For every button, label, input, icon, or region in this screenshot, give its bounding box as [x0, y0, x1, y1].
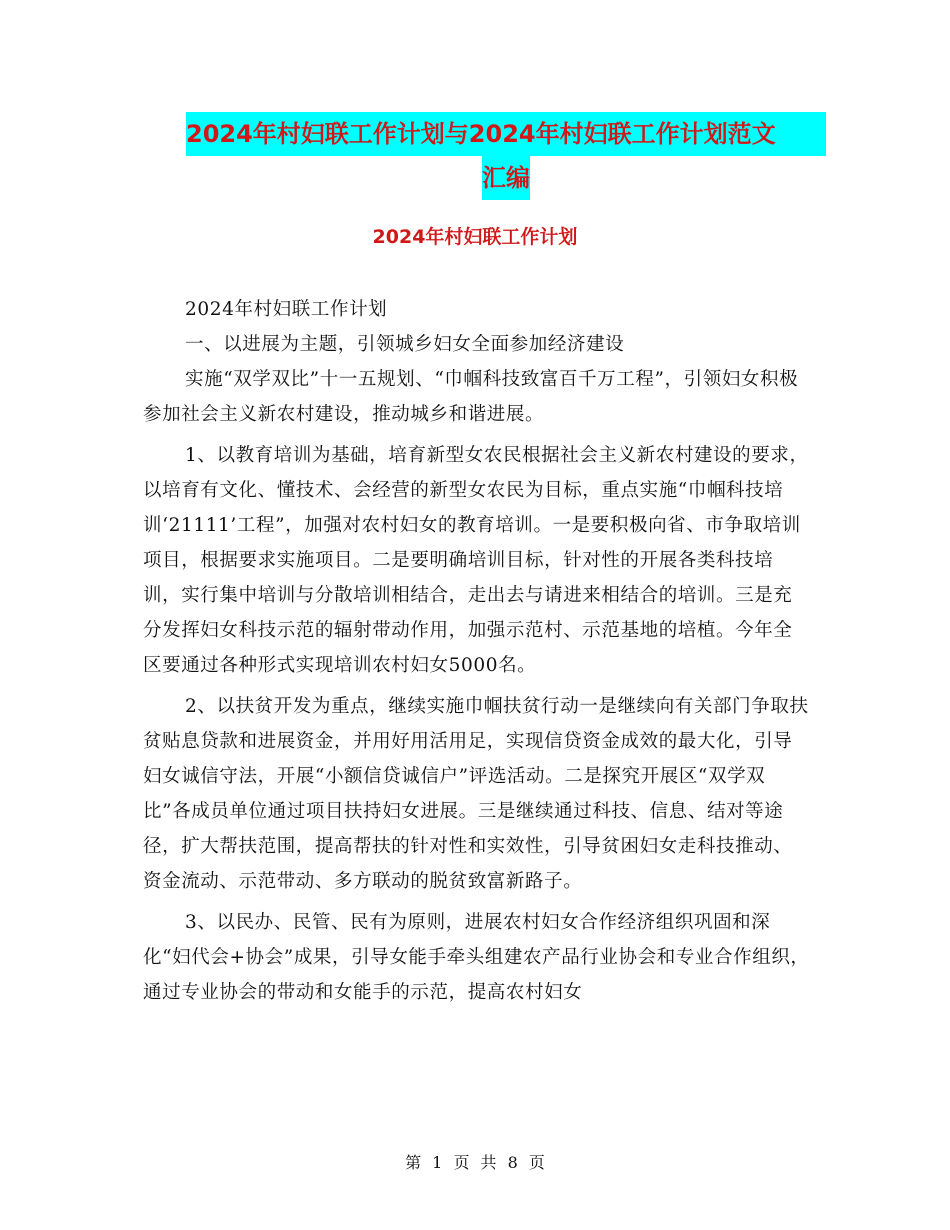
- document-title: [186, 112, 826, 200]
- title-line-2: 汇编: [482, 156, 530, 200]
- paragraph: 3、以民办、民管、民有为原则，进展农村妇女合作经济组织巩固和深化“妇代会+协会”成果，引导女能手牵头组建农产品行业协会和专业合作组织，通过专业协会的带动和女能手的示范，提高农村妇女: [143, 912, 810, 1003]
- paragraph: 2、以扶贫开发为重点，继续实施巾帼扶贫行动一是继续向有关部门争取扶贫贴息贷款和进展资金，并用好用活用足，实现信贷资金成效的最大化，引导妇女诚信守法，开展“小额信贷诚信户”评选活动。二是探究开展区“双学双比”各成员单位通过项目扶持妇女进展。三是继续通过科技、信息、结对等途径，扩大帮扶范围，提高帮扶的针对性和实效性，引导贫困妇女走科技推动、资金流动、示范带动、多方联动的脱贫致富新路子。: [143, 696, 809, 892]
- document-body: [143, 292, 811, 1010]
- paragraph: 2024年村妇联工作计划: [185, 299, 388, 320]
- paragraph: 一、以进展为主题，引领城乡妇女全面参加经济建设: [185, 334, 625, 355]
- section-heading: 2024年村妇联工作计划: [372, 226, 578, 248]
- title-line-1: 2024年村妇联工作计划与2024年村妇联工作计划范文: [186, 112, 826, 156]
- paragraph: 实施“双学双比”十一五规划、“巾帼科技致富百千万工程”，引领妇女积极参加社会主义新农村建设，推动城乡和谐进展。: [143, 369, 799, 425]
- page-footer: 第 1 页 共 8 页: [405, 1153, 545, 1172]
- paragraph: 1、以教育培训为基础，培育新型女农民根据社会主义新农村建设的要求，以培育有文化、懂技术、会经营的新型女农民为目标，重点实施“巾帼科技培训‘21111’工程”，加强对农村妇女的教育培训。一是要积极向省、市争取培训项目，根据要求实施项目。二是要明确培训目标，针对性的开展各类科技培训，实行集中培训与分散培训相结合，走出去与请进来相结合的培训。三是充分发挥妇女科技示范的辐射带动作用，加强示范村、示范基地的培植。今年全区要通过各种形式实现培训农村妇女5000名。: [143, 445, 809, 676]
